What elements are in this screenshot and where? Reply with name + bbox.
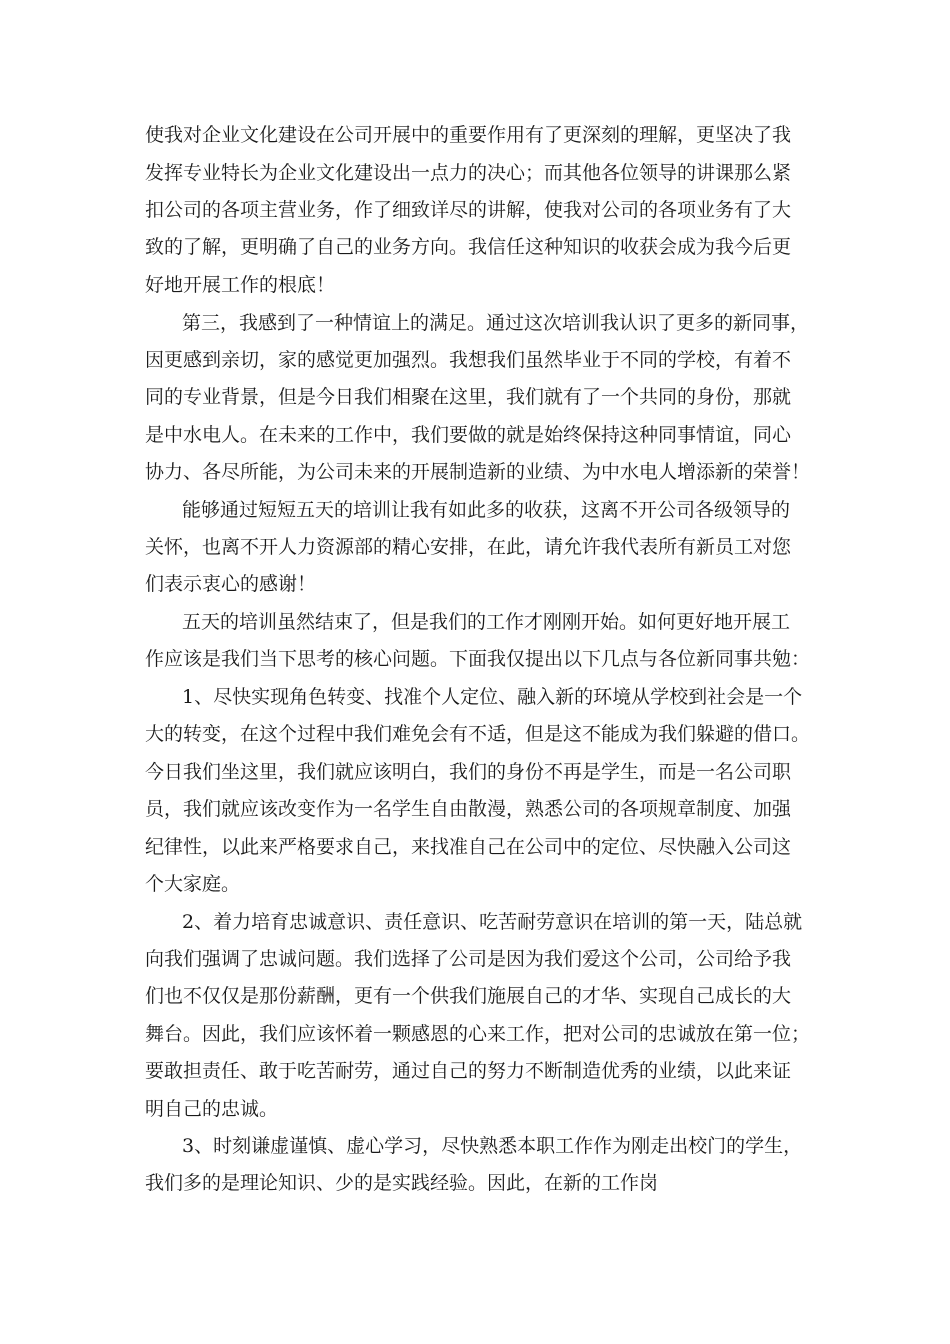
- text-line: 员，我们就应该改变作为一名学生自由散漫，熟悉公司的各项规章制度、加强: [145, 798, 792, 820]
- paragraph-start-line: 2、着力培育忠诚意识、责任意识、吃苦耐劳意识在培训的第一天，陆总就: [182, 911, 803, 933]
- text-line: 向我们强调了忠诚问题。我们选择了公司是因为我们爱这个公司，公司给予我: [145, 948, 792, 970]
- text-line: 作应该是我们当下思考的核心问题。下面我仅提出以下几点与各位新同事共勉：: [145, 648, 811, 670]
- text-line: 使我对企业文化建设在公司开展中的重要作用有了更深刻的理解，更坚决了我: [145, 124, 792, 146]
- text-line: 个大家庭。: [145, 873, 241, 895]
- text-line: 我们多的是理论知识、少的是实践经验。因此，在新的工作岗: [145, 1172, 659, 1194]
- text-line: 致的了解，更明确了自己的业务方向。我信任这种知识的收获会成为我今后更: [145, 236, 792, 258]
- text-line: 发挥专业特长为企业文化建设出一点力的决心；而其他各位领导的讲课那么紧: [145, 162, 792, 184]
- text-line: 们表示衷心的感谢！: [145, 573, 317, 595]
- paragraph-start-line: 能够通过短短五天的培训让我有如此多的收获，这离不开公司各级领导的: [182, 499, 791, 521]
- text-line: 扣公司的各项主营业务，作了细致详尽的讲解，使我对公司的各项业务有了大: [145, 199, 792, 221]
- text-line: 要敢担责任、敢于吃苦耐劳，通过自己的努力不断制造优秀的业绩，以此来证: [145, 1060, 792, 1082]
- text-line: 纪律性，以此来严格要求自己，来找准自己在公司中的定位、尽快融入公司这: [145, 836, 792, 858]
- text-line: 大的转变，在这个过程中我们难免会有不适，但是这不能成为我们躲避的借口。: [145, 723, 811, 745]
- text-line: 舞台。因此，我们应该怀着一颗感恩的心来工作，把对公司的忠诚放在第一位；: [145, 1023, 811, 1045]
- text-line: 好地开展工作的根底！: [145, 274, 336, 296]
- text-line: 因更感到亲切，家的感觉更加强烈。我想我们虽然毕业于不同的学校，有着不: [145, 349, 792, 371]
- text-line: 今日我们坐这里，我们就应该明白，我们的身份不再是学生，而是一名公司职: [145, 761, 792, 783]
- paragraph-start-line: 第三，我感到了一种情谊上的满足。通过这次培训我认识了更多的新同事，: [182, 312, 810, 334]
- text-line: 明自己的忠诚。: [145, 1098, 279, 1120]
- text-line: 同的专业背景，但是今日我们相聚在这里，我们就有了一个共同的身份，那就: [145, 386, 792, 408]
- paragraph-start-line: 五天的培训虽然结束了，但是我们的工作才刚刚开始。如何更好地开展工: [182, 611, 791, 633]
- text-line: 们也不仅仅是那份薪酬，更有一个供我们施展自己的才华、实现自己成长的大: [145, 985, 792, 1007]
- paragraph-start-line: 1、尽快实现角色转变、找准个人定位、融入新的环境从学校到社会是一个: [182, 686, 803, 708]
- text-line: 关怀，也离不开人力资源部的精心安排，在此，请允许我代表所有新员工对您: [145, 536, 792, 558]
- text-line: 协力、各尽所能，为公司未来的开展制造新的业绩、为中水电人增添新的荣誉！: [145, 461, 811, 483]
- paragraph-start-line: 3、时刻谦虚谨慎、虚心学习，尽快熟悉本职工作作为刚走出校门的学生，: [182, 1135, 803, 1157]
- text-line: 是中水电人。在未来的工作中，我们要做的就是始终保持这种同事情谊，同心: [145, 424, 792, 446]
